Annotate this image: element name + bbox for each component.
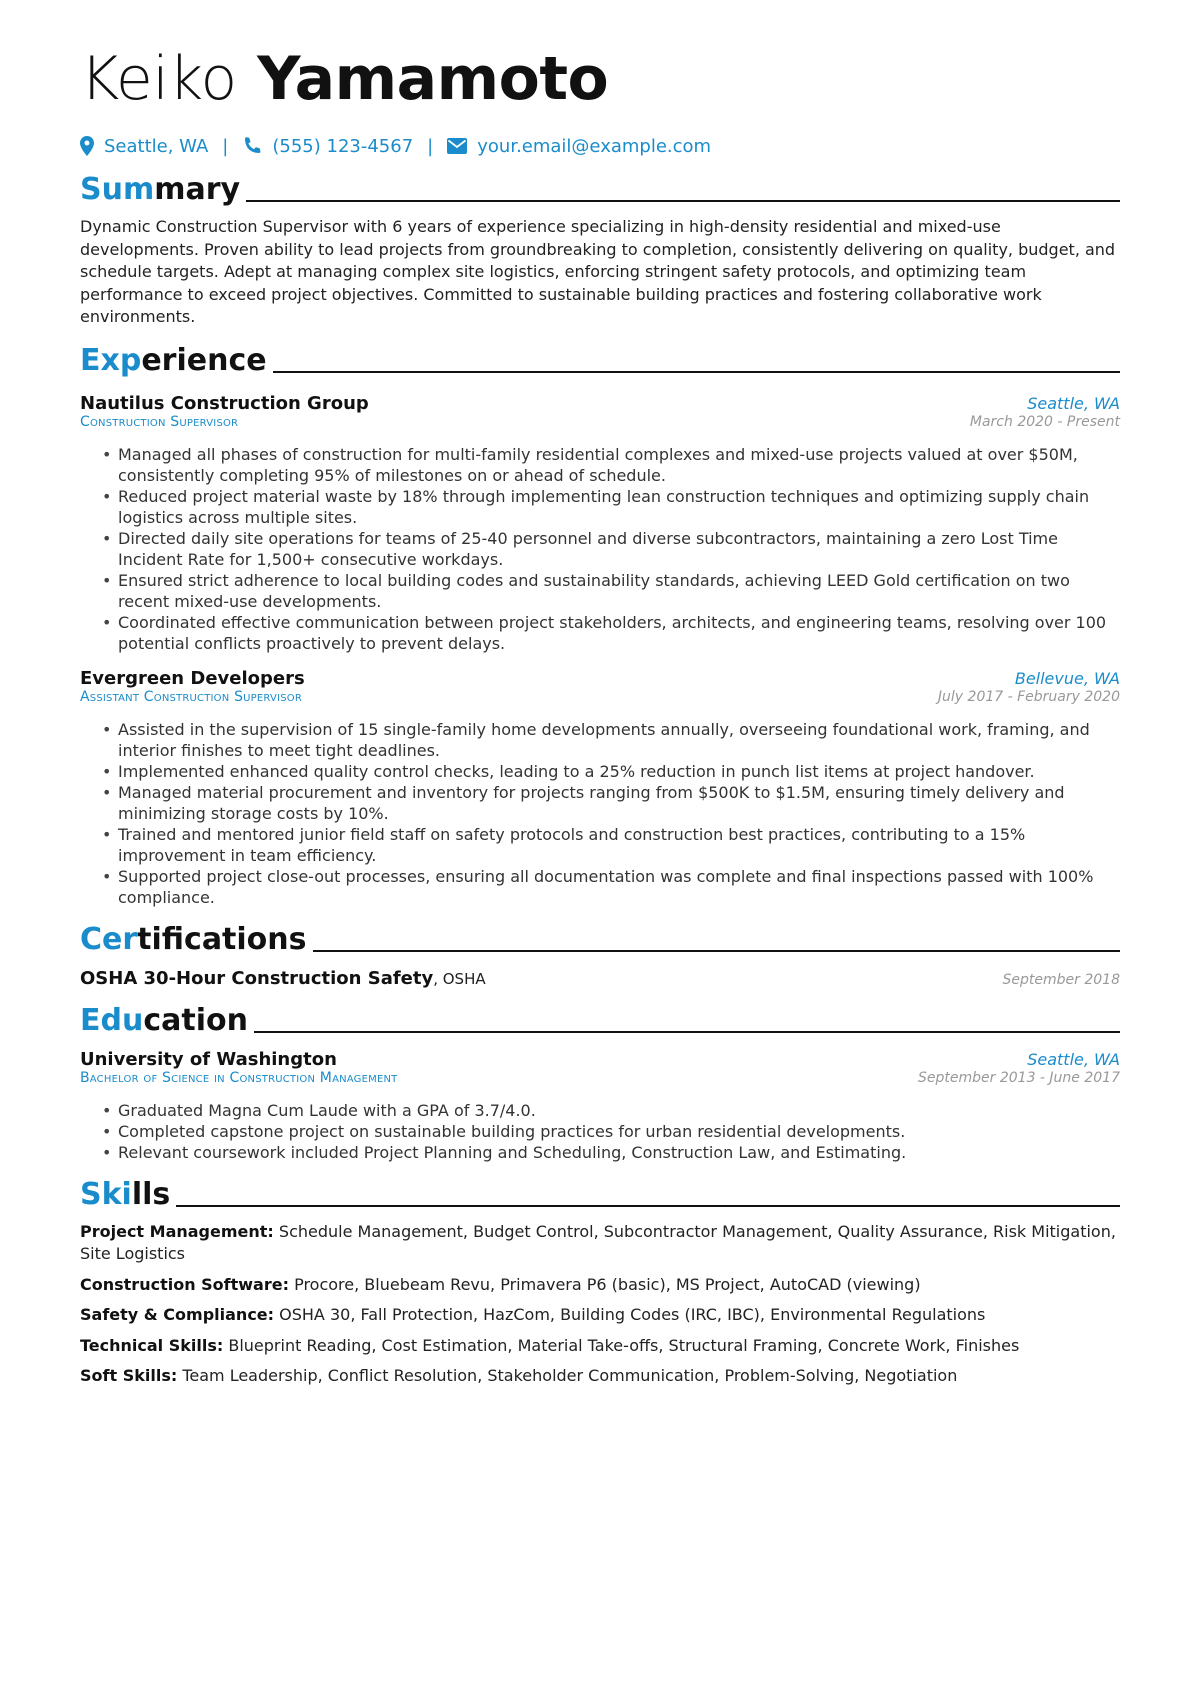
certification-date: September 2018: [1002, 971, 1120, 988]
contact-phone[interactable]: [242, 136, 413, 157]
contact-separator: |: [427, 135, 434, 157]
job-location: Bellevue, WA: [1014, 668, 1120, 688]
section-title: Certifications: [80, 921, 307, 957]
bullet-item: • Managed material procurement and inventory for projects ranging from $500K to $1.5M, ensuring timely delivery and minimizing storage costs by 10%.: [118, 782, 1120, 824]
bullet-item: • Relevant coursework included Project Planning and Scheduling, Construction Law, and Estimating.: [118, 1142, 1120, 1163]
education-entry: [80, 1049, 1120, 1163]
company-name: Nautilus Construction Group: [80, 392, 369, 414]
bullet-item: • Supported project close-out processes, ensuring all documentation was complete and final inspections passed with 100% compliance.: [118, 866, 1120, 908]
experience-heading: [80, 343, 1120, 379]
phone-icon: [242, 136, 262, 156]
skill-line: [80, 1304, 1120, 1327]
skill-label: Safety & Compliance:: [80, 1305, 275, 1324]
map-pin-icon: [80, 136, 94, 156]
company-name: Evergreen Developers: [80, 667, 305, 689]
job-entry: [80, 393, 1120, 654]
section-title: Skills: [80, 1176, 171, 1212]
section-rule: [246, 200, 1120, 202]
section-title: Education: [80, 1002, 248, 1038]
job-title: Construction Supervisor: [80, 413, 239, 430]
skill-text: Schedule Management, Budget Control, Subcontractor Management, Quality Assurance, Risk Mitigation, Site Logistics: [80, 1221, 1116, 1263]
phone-text[interactable]: (555) 123-4567: [272, 135, 414, 157]
school-location: Seattle, WA: [1027, 1049, 1120, 1069]
envelope-icon: [447, 138, 467, 154]
education-heading: [80, 1003, 1120, 1039]
certifications-heading: [80, 922, 1120, 958]
last-name: Yamamoto: [257, 44, 609, 114]
first-name: Keiko: [80, 44, 237, 114]
email-link[interactable]: your.email@example.com: [477, 135, 712, 157]
skill-label: Construction Software:: [80, 1274, 289, 1294]
skill-line: [80, 1335, 1120, 1358]
skill-line: [80, 1221, 1120, 1266]
candidate-name: [80, 40, 1120, 118]
skill-text: Team Leadership, Conflict Resolution, Stakeholder Communication, Problem-Solving, Negotiation: [177, 1366, 958, 1385]
skills-heading: [80, 1177, 1120, 1213]
certification-name: OSHA 30-Hour Construction Safety: [80, 967, 434, 989]
bullet-item: • Assisted in the supervision of 15 single-family home developments annually, overseeing foundational work, framing, and interior finishes to meet tight deadlines.: [118, 719, 1120, 761]
contact-bar: [80, 134, 1120, 158]
bullet-item: • Directed daily site operations for teams of 25-40 personnel and diverse subcontractors, maintaining a zero Lost Time Incident Rate for 1,500+ consecutive workdays.: [118, 528, 1120, 570]
job-bullets: [80, 719, 1120, 908]
job-dates: March 2020 - Present: [969, 413, 1120, 430]
bullet-item: • Implemented enhanced quality control checks, leading to a 25% reduction in punch list items at project handover.: [118, 761, 1120, 782]
summary-heading: [80, 172, 1120, 208]
job-title: Assistant Construction Supervisor: [80, 688, 302, 705]
location-text: Seattle, WA: [104, 135, 209, 157]
education-dates: September 2013 - June 2017: [918, 1069, 1120, 1086]
skill-label: Soft Skills:: [80, 1366, 178, 1385]
degree: Bachelor of Science in Construction Management: [80, 1069, 398, 1086]
bullet-item: • Reduced project material waste by 18% through implementing lean construction techniques and optimizing supply chain logistics across multiple sites.: [118, 486, 1120, 528]
skill-text: Blueprint Reading, Cost Estimation, Material Take-offs, Structural Framing, Concrete Work, Finishes: [223, 1335, 1020, 1355]
job-bullets: [80, 444, 1120, 654]
bullet-item: • Trained and mentored junior field staff on safety protocols and construction best practices, contributing to a 15% improvement in team efficiency.: [118, 824, 1120, 866]
certification-entry: [80, 968, 1120, 989]
contact-email[interactable]: [447, 136, 711, 157]
certification-issuer: , OSHA: [433, 969, 486, 988]
skill-line: [80, 1274, 1120, 1297]
section-rule: [176, 1205, 1120, 1207]
education-bullets: [80, 1100, 1120, 1163]
job-entry: [80, 668, 1120, 908]
bullet-item: • Completed capstone project on sustainable building practices for urban residential developments.: [118, 1121, 1120, 1142]
section-title: Summary: [80, 172, 241, 207]
bullet-item: • Ensured strict adherence to local building codes and sustainability standards, achieving LEED Gold certification on two recent mixed-use developments.: [118, 570, 1120, 612]
summary-text: Dynamic Construction Supervisor with 6 years of experience specializing in high-density residential and mixed-use developments. Proven ability to lead projects from groundbreaking to completion, consistently delivering on quality, budget, and schedule targets. Adept at managing complex site logistics, enforcing stringent safety protocols, and optimizing team performance to exceed project objectives. Committed to sustainable building practices and fostering collaborative work environments.: [80, 217, 1116, 326]
school-name: University of Washington: [80, 1048, 337, 1070]
section-rule: [273, 371, 1120, 373]
bullet-item: • Coordinated effective communication between project stakeholders, architects, and engineering teams, resolving over 100 potential conflicts proactively to prevent delays.: [118, 612, 1120, 654]
job-dates: July 2017 - February 2020: [937, 688, 1120, 705]
skill-text: OSHA 30, Fall Protection, HazCom, Building Codes (IRC, IBC), Environmental Regulations: [274, 1305, 986, 1324]
skill-label: Project Management:: [80, 1221, 274, 1241]
resume-page: [80, 40, 1120, 1388]
skill-label: Technical Skills:: [80, 1335, 224, 1355]
contact-separator: |: [222, 135, 229, 157]
section-title: Experience: [80, 342, 267, 378]
section-rule: [254, 1031, 1120, 1033]
contact-location: [80, 136, 208, 157]
section-rule: [313, 950, 1120, 952]
skill-line: [80, 1365, 1120, 1388]
job-location: Seattle, WA: [1027, 393, 1120, 413]
skill-text: Procore, Bluebeam Revu, Primavera P6 (basic), MS Project, AutoCAD (viewing): [289, 1274, 921, 1294]
bullet-item: • Managed all phases of construction for multi-family residential complexes and mixed-use projects valued at over $50M, consistently completing 95% of milestones on or ahead of schedule.: [118, 444, 1120, 486]
bullet-item: • Graduated Magna Cum Laude with a GPA of 3.7/4.0.: [118, 1100, 1120, 1121]
